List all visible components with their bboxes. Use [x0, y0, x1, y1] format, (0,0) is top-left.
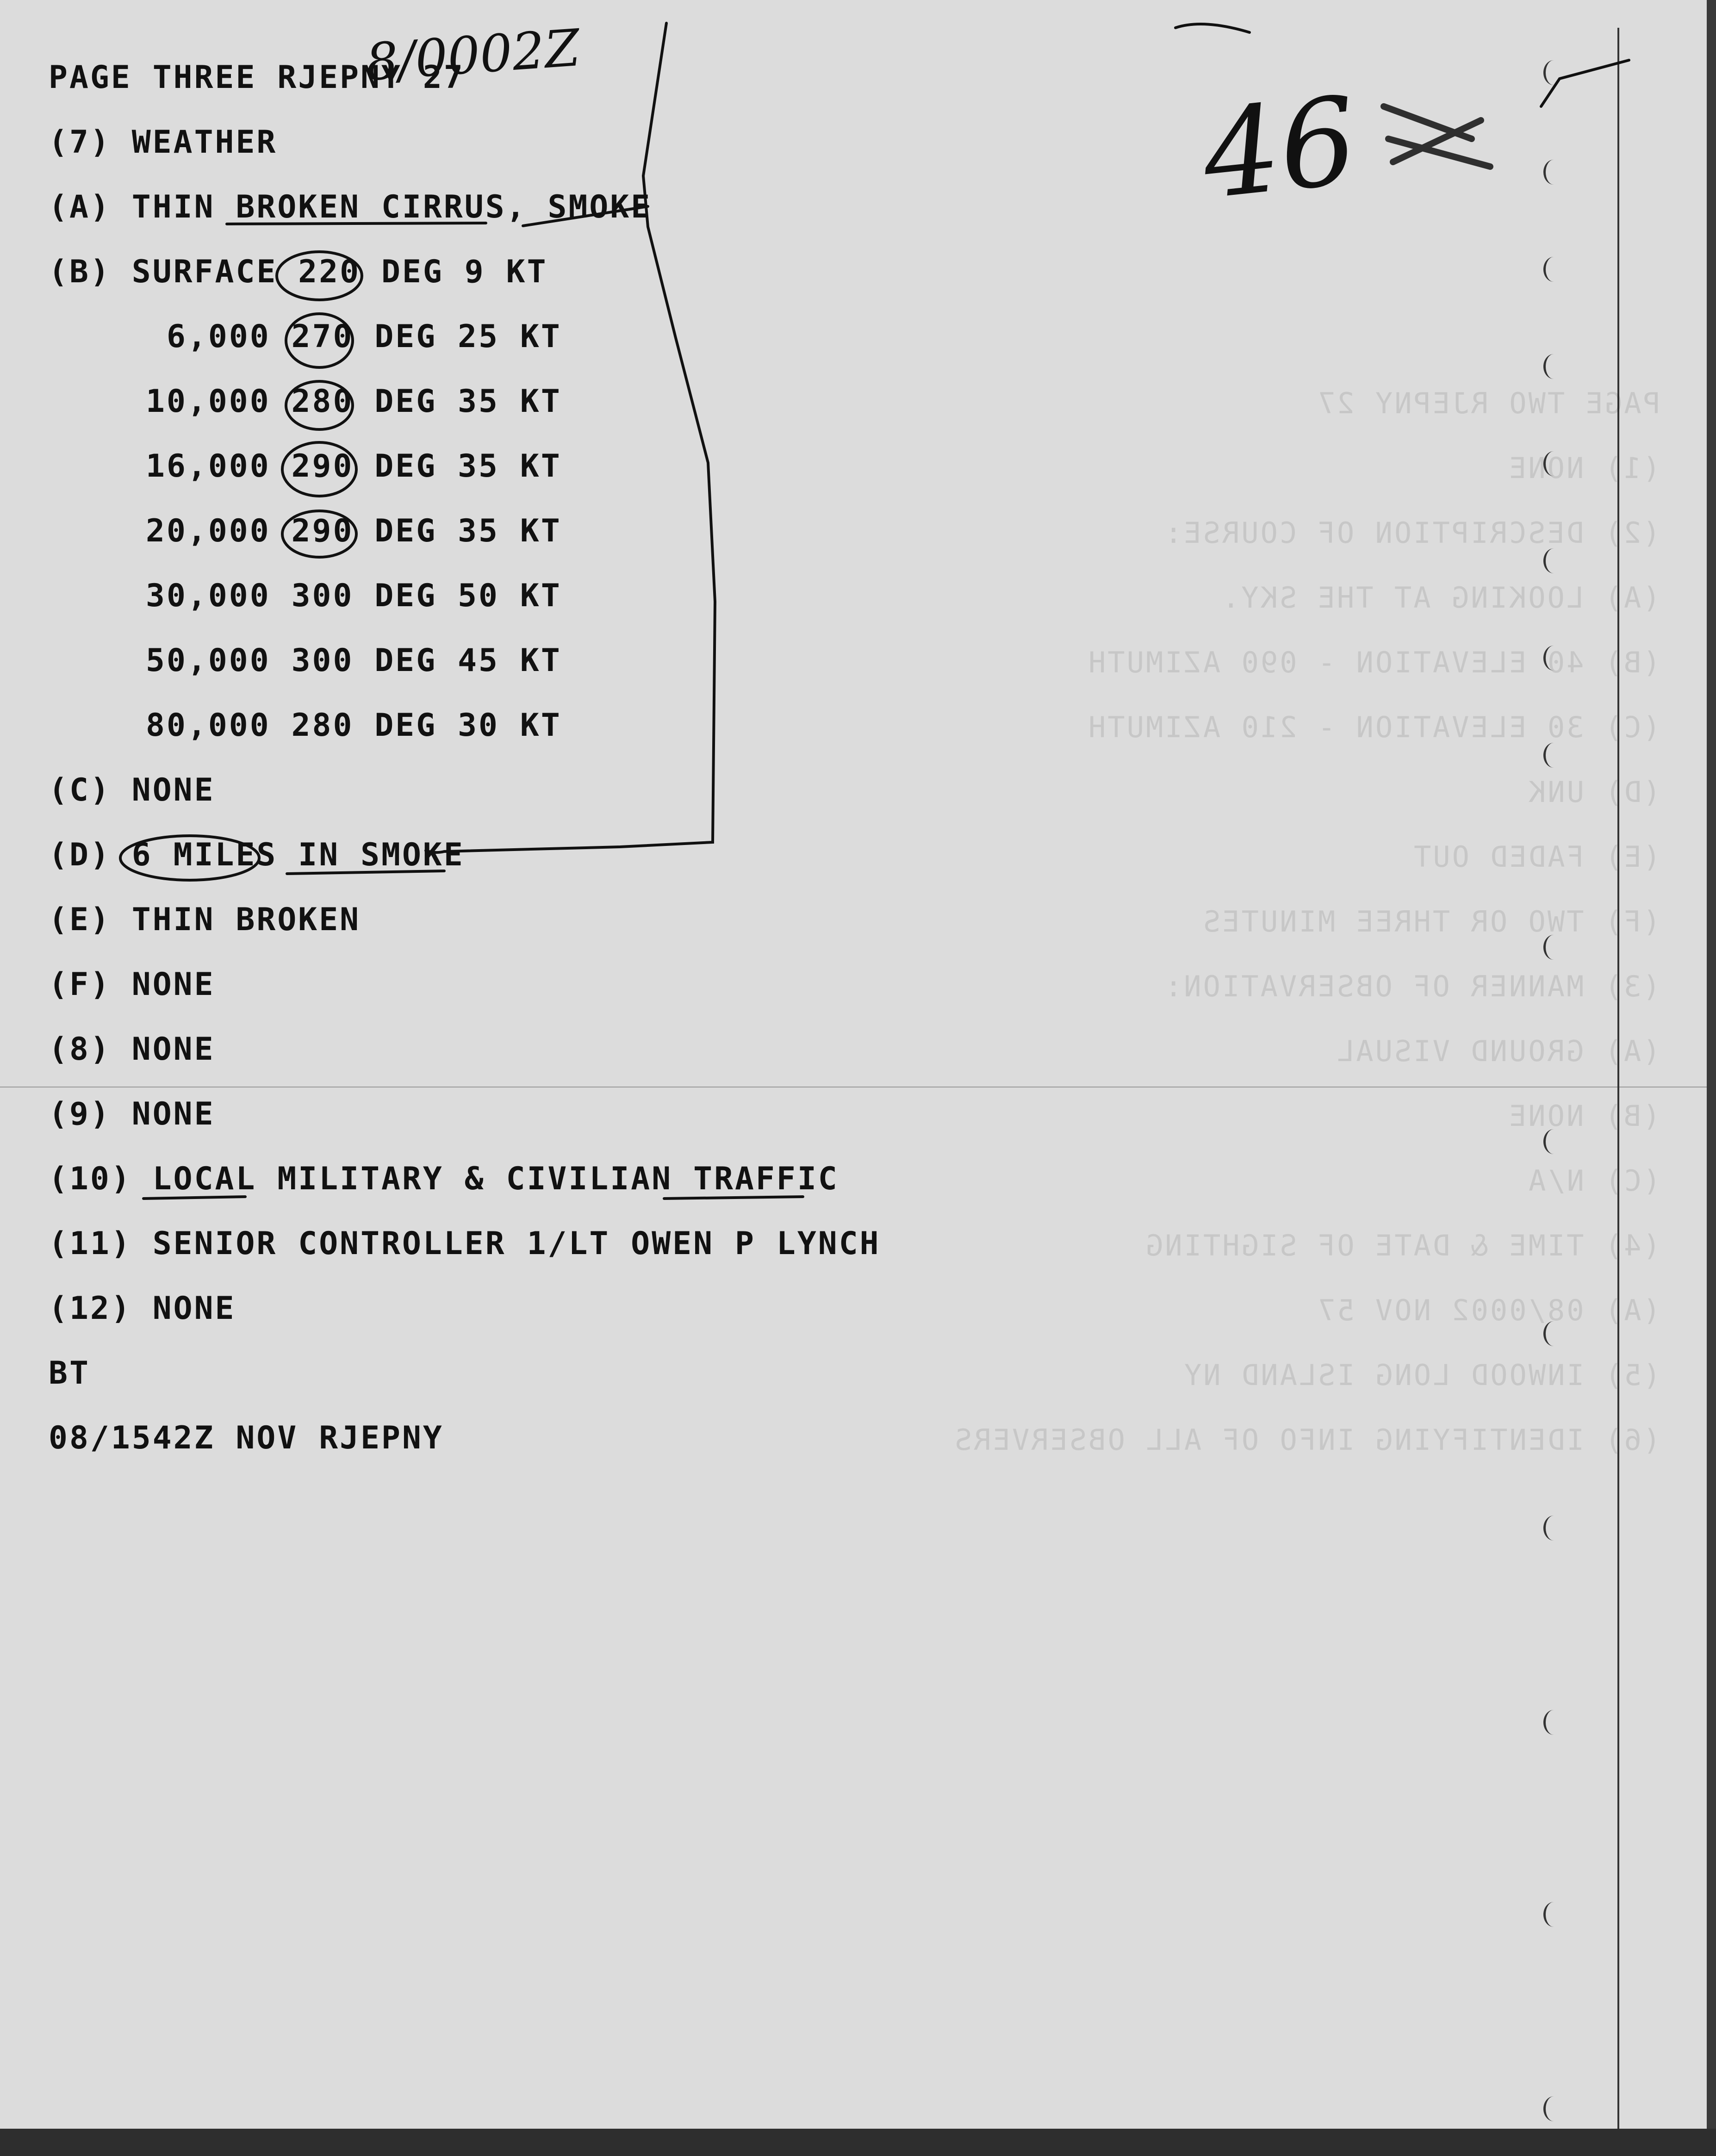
item-12: (12) NONE	[49, 1290, 236, 1327]
wind-row: 16,000 290 DEG 35 KT	[146, 448, 562, 485]
clouds-line: (A) THIN BROKEN CIRRUS, SMOKE	[49, 189, 652, 225]
handwritten-note: 8/0002Z	[364, 18, 582, 93]
wind-row: 30,000 300 DEG 50 KT	[146, 578, 562, 614]
wind-row: 80,000 280 DEG 30 KT	[146, 707, 562, 744]
visibility-line: (D) 6 MILES IN SMOKE	[49, 837, 465, 873]
wind-row: (B) SURFACE 220 DEG 9 KT	[49, 254, 548, 290]
date-time-group: 08/1542Z NOV RJEPNY	[49, 1420, 444, 1456]
wind-row: 10,000 280 DEG 35 KT	[146, 383, 562, 420]
wind-row: 6,000 270 DEG 25 KT	[167, 318, 562, 355]
wind-row: 20,000 290 DEG 35 KT	[146, 513, 562, 549]
thunderstorm-line: (F) NONE	[49, 966, 215, 1003]
item-9: (9) NONE	[49, 1096, 215, 1132]
wind-row: 50,000 300 DEG 45 KT	[146, 642, 562, 679]
ceiling-line: (C) NONE	[49, 772, 215, 808]
handwritten-page-number: 46	[1196, 71, 1363, 226]
item-11: (11) SENIOR CONTROLLER 1/LT OWEN P LYNCH	[49, 1225, 881, 1262]
section-heading: (7) WEATHER	[49, 124, 278, 161]
item-10: (10) LOCAL MILITARY & CIVILIAN TRAFFIC	[49, 1161, 839, 1197]
cloud-cover-line: (E) THIN BROKEN	[49, 901, 361, 938]
break-marker: BT	[49, 1355, 90, 1392]
item-8: (8) NONE	[49, 1031, 215, 1068]
document-page: PAGE TWO RJEPNY 27 (1) NONE (2) DESCRIPTION OF COURSE: (A) LOOKING AT THE SKY. (B) 40 ELEVATION - 090 AZIMUTH (C) 30 ELEVATION - 210 AZIMUTH (D) UNK (E) FADED OUT (F) TWO OR THREE MINUTES (3) MANNER OF OBSERVATION: (A) GROUND VISUAL (B) NONE (C) N/A (4) TIME & DATE OF SIGHTING (A) 08/0002 NOV 57 (5) INWOOD LONG ISLAND NY (6) IDENTIFYING INFO OF ALL OBSERVERS 8/0002Z 46 PAGE THREE RJEPNY 27 (7) WEATHER (A) THIN BROKEN CIRRUS, SMOKE (B) SURFACE 220 DEG 9 KT 6,000 270 DEG 25 KT 10,000 280 DEG 35 KT 16,000 290 DEG 35 KT 20,000 290 DEG 35 KT 30,000 300 DEG 50 KT 50,000 300 DEG 45 KT 80,000 280 DEG 30 KT (C) NONE (D) 6 MILES IN SMOKE (E) THIN BROKEN (F) NONE (8) NONE (9) NONE (10) LOCAL MILITARY & CIVILIAN TRAFFIC (11) SENIOR CONTROLLER 1/LT OWEN P LYNCH (12) NONE BT 08/1542Z NOV RJEPNY	[0, 0, 1716, 2156]
page-header: PAGE THREE RJEPNY 27	[49, 59, 465, 96]
